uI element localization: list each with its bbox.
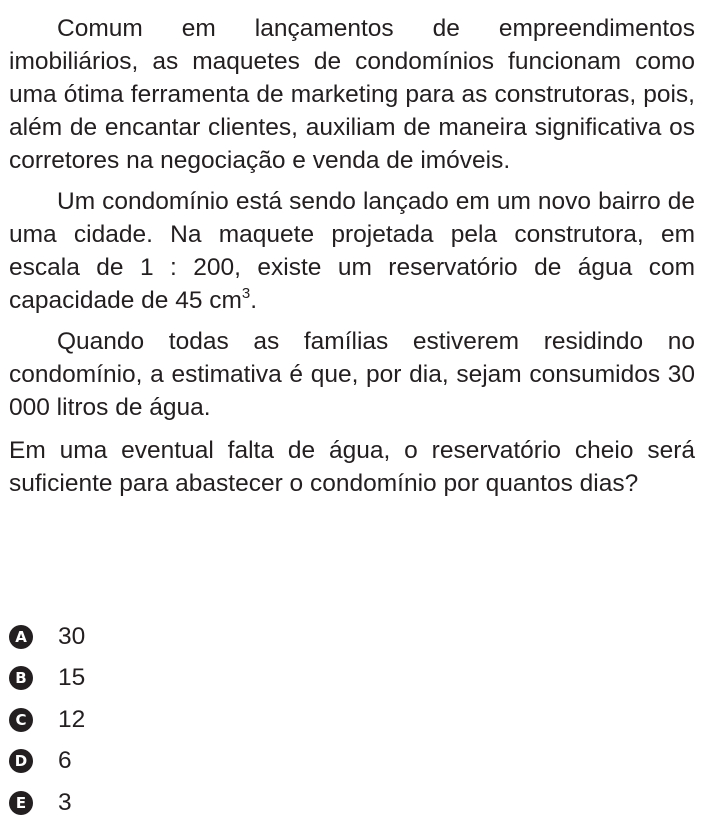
option-a[interactable] — [9, 616, 309, 658]
option-b-text: 15 — [58, 664, 86, 692]
question-text — [9, 12, 695, 500]
option-b[interactable] — [9, 658, 309, 700]
option-c-text: 12 — [58, 705, 86, 733]
cubic-exponent: 3 — [241, 285, 251, 302]
paragraph-scenario — [9, 185, 695, 317]
option-b-letter-badge: B — [9, 666, 33, 690]
option-d-text: 6 — [58, 747, 72, 775]
option-a-text: 30 — [58, 622, 86, 650]
option-d-letter-badge: D — [9, 749, 33, 773]
scenario-end: . — [250, 287, 258, 314]
question-prompt: Em uma eventual falta de água, o reservatório cheio será suficiente para abastecer o condomínio por quantos dias? — [9, 437, 695, 497]
option-e[interactable] — [9, 782, 309, 824]
paragraph-context: Comum em lançamentos de empreendimentos imobiliários, as maquetes de condomínios funcionam como uma ótima ferramenta de marketing para as construtoras, pois, além de encantar clientes, auxiliam de maneira significativa os corretores na negociação e venda de imóveis. — [9, 15, 695, 174]
option-c[interactable] — [9, 699, 309, 741]
option-c-letter-badge: C — [9, 708, 33, 732]
scenario-text: Um condomínio está sendo lançado em um novo bairro de uma cidade. Na maquete projetada pela construtora, em escala de 1 : 200, existe um reservatório de água com capacidade de 45 cm — [9, 188, 695, 314]
option-a-letter-badge: A — [9, 625, 33, 649]
option-e-letter-badge: E — [9, 791, 33, 815]
answer-options — [9, 616, 309, 824]
option-e-text: 3 — [58, 788, 72, 816]
option-d[interactable] — [9, 741, 309, 783]
paragraph-consumption: Quando todas as famílias estiverem residindo no condomínio, a estimativa é que, por dia, sejam consumidos 30 000 litros de água. — [9, 328, 695, 421]
